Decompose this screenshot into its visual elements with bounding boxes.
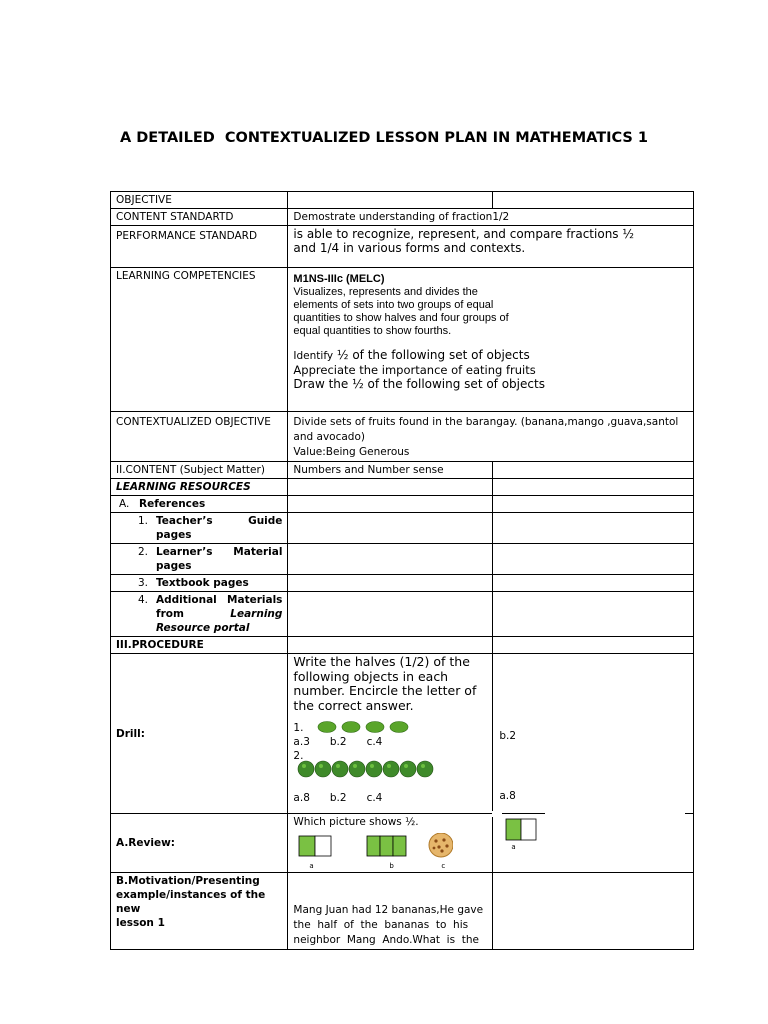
table-row [111,575,694,592]
performance-standard-label: PERFORMANCE STANDARD [111,226,288,268]
procedure-label: III.PROCEDURE [111,637,288,654]
learning-competencies-label: LEARNING COMPETENCIES [111,268,288,412]
table-row [111,513,694,544]
content-standard-label: CONTENT STANDARTD [111,209,288,226]
draw-objective: Draw the ½ of the following set of objects [293,377,545,391]
question-2-options: a.8 b.2 c.4 [293,792,383,804]
table-row [111,192,694,209]
review-answer [493,814,694,873]
table-row [111,592,694,637]
reference-item: 4. Additional Materials from Learning Resource portal [111,592,288,637]
table-row [111,654,694,814]
lesson-plan-table [110,191,694,950]
answer-2: a.8 [499,790,516,802]
fraction-bar-icon [293,833,453,871]
objective-label: OBJECTIVE [111,192,288,209]
mango-icon [315,721,415,735]
table-row [111,814,694,873]
table-row [111,209,694,226]
performance-standard-value: is able to recognize, represent, and compare fractions ½ and 1/4 in various forms and contexts. [288,226,694,268]
review-option-c: c [441,862,446,870]
fraction-bar-icon [505,818,539,842]
appreciate-objective: Appreciate the importance of eating fruits [293,363,536,377]
question-2: 2. [293,750,304,762]
table-row [111,462,694,479]
contextualized-objective-label: CONTEXTUALIZED OBJECTIVE [111,412,288,462]
reference-item: 2. Learner’s Material pages [111,544,288,575]
table-row [111,873,694,950]
table-row [111,544,694,575]
table-row [111,637,694,654]
question-1-options: a.3 b.2 c.4 [293,736,383,748]
review-option-a: a [309,862,314,870]
drill-answers [493,654,694,814]
contextualized-objective-value: Divide sets of fruits found in the barangay. (banana,mango ,guava,santol and avocado) Value:Being Generous [288,412,694,462]
answer-1: b.2 [499,730,516,742]
review-question: Which picture shows ½. [293,816,419,828]
reference-item: 1. Teacher’s Guide pages [111,513,288,544]
motivation-label: B.Motivation/Presenting example/instances of the new lesson 1 [111,873,288,950]
review-option-b: b [389,862,394,870]
page-title: A DETAILED CONTEXTUALIZED LESSON PLAN IN MATHEMATICS 1 [119,130,649,146]
table-row [111,496,694,513]
table-row [111,268,694,412]
content-label: II.CONTENT (Subject Matter) [111,462,288,479]
content-value: Numbers and Number sense [288,462,493,479]
reference-item: 3. Textbook pages [111,575,288,592]
references-label: A. References [111,496,288,513]
content-standard-value: Demostrate understanding of fraction1/2 [288,209,694,226]
question-1: 1. [293,721,487,735]
drill-label: Drill: [111,654,288,814]
learning-resources-label: LEARNING RESOURCES [111,479,288,496]
table-row [111,226,694,268]
melc-code: M1NS-IIIc (MELC) [293,273,385,285]
review-content [288,814,493,873]
review-answer-letter: a [511,843,516,851]
review-label: A.Review: [111,814,288,873]
table-row [111,479,694,496]
motivation-story: Mang Juan had 12 bananas,He gave the half of the bananas to his neighbor Mang Ando.What is the [288,873,493,950]
learning-competencies-value: M1NS-IIIc (MELC) Visualizes, represents and divides the elements of sets into two groups of equal quantities to show halves and four groups of equal quantities to show fourths. Identify ½ of the following set of objects Appreciate the importance of eating fruits Draw the ½ of the following set of objects [288,268,694,412]
drill-content: Write the halves (1/2) of the following objects in each number. Encircle the letter of the correct answer. 1. a.3 b.2 c.4 2. a.8 b.2 c.4 [288,654,493,814]
table-row [111,412,694,462]
guava-icon [297,759,487,783]
